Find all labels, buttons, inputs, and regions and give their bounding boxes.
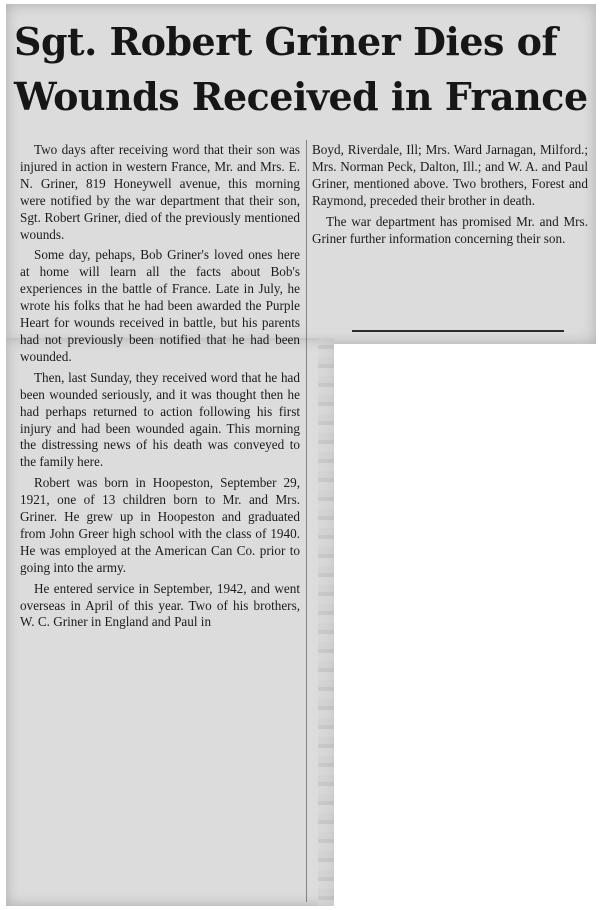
paragraph: He entered service in September, 1942, and went overseas in April of this year. Two of his brothers, W. C. Griner in England and Paul in [20,580,300,630]
end-rule [352,330,564,332]
torn-edge [318,338,334,906]
paragraph: Then, last Sunday, they received word that he had been wounded seriously, and it was thought then he had perhaps returned to action following his first injury and had been wounded again. This morning the distressing news of his death was conveyed to the family here. [20,369,300,470]
paragraph: Some day, pehaps, Bob Griner's loved ones here at home will learn all the facts about Bob's experiences in the battle of France. Late in July, he wrote his folks that he had been awarded the Purple Heart for wounds received in battle, but his parents had not previously been notified that he had been wounded. [20,247,300,364]
paragraph: Two days after receiving word that their son was injured in action in western France, Mr. and Mrs. E. N. Griner, 819 Honeywell avenue, this morning were notified by the war department that their son, Sgt. Robert Griner, died of the previously mentioned wounds. [20,142,300,242]
paragraph: Robert was born in Hoopeston, September 29, 1921, one of 13 children born to Mr. and Mrs. Griner. He grew up in Hoopeston and graduated from John Greer high school with the class of 1940. He was employed at the American Can Co. prior to going into the army. [20,475,300,575]
article-column-1 [20,142,300,635]
headline-line-2: Wounds Received in France [14,74,588,119]
column-divider [306,140,307,902]
article-column-2 [312,142,588,251]
paragraph: The war department has promised Mr. and Mrs. Griner further information concerning their son. [312,213,588,246]
paragraph: Boyd, Riverdale, Ill; Mrs. Ward Jarnagan, Milford.; Mrs. Norman Peck, Dalton, Ill.; and W. A. and Paul Griner, mentioned above. Two brothers, Forest and Raymond, preceded their brother in death. [312,142,588,208]
headline [14,14,590,124]
headline-line-1: Sgt. Robert Griner Dies of [14,19,558,64]
